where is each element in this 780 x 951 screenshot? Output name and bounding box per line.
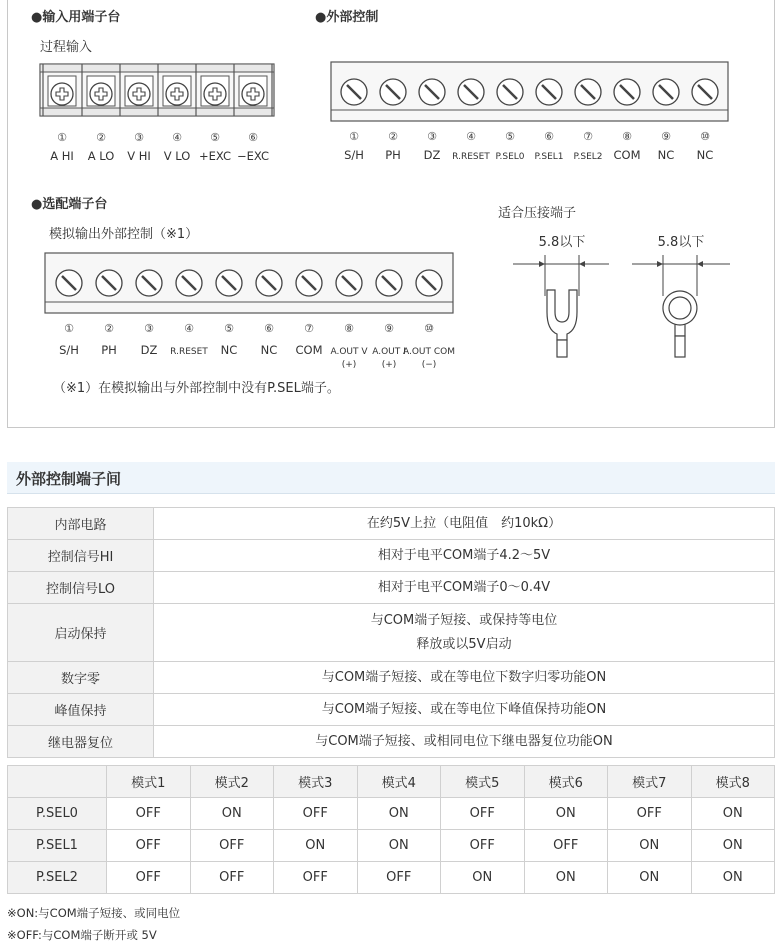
mode-cell: ON [691, 830, 775, 862]
terminal-number: ⑥ [544, 130, 554, 143]
terminal-label: V LO [163, 149, 191, 163]
terminal-number: ④ [466, 130, 476, 143]
option-block-subheading: 模拟输出外部控制（※1） [49, 227, 199, 242]
terminal-label: DZ [140, 343, 158, 357]
mode-cell: OFF [441, 830, 525, 862]
spec-row [8, 694, 775, 726]
terminal-label: V HI [127, 149, 151, 163]
screw-icon [90, 83, 112, 105]
spec-row [8, 508, 775, 540]
terminal-number: ⑧ [344, 322, 354, 335]
mode-cell: OFF [441, 798, 525, 830]
terminal-number: ③ [427, 130, 437, 143]
ring-terminal-barrel [675, 336, 685, 357]
arrow-icon [539, 261, 545, 267]
spec-value [154, 662, 775, 694]
terminal-number: ⑥ [264, 322, 274, 335]
mode-header: 模式6 [524, 766, 608, 798]
spec-value-line: 相对于电平COM端子0～0.4V [377, 579, 551, 595]
mode-row-label: P.SEL2 [8, 862, 107, 894]
terminal-label: A.OUT V [330, 347, 368, 357]
spec-value-line: 相对于电平COM端子4.2～5V [377, 547, 551, 563]
spec-label: 控制信号HI [8, 540, 154, 572]
mode-cell: ON [190, 798, 274, 830]
terminal-number: ② [388, 130, 398, 143]
crimp-title: 适合压接端子 [498, 206, 577, 221]
terminal-label: PH [385, 148, 401, 162]
terminal-label: NC [220, 343, 238, 357]
screw-icon [242, 83, 264, 105]
mode-header: 模式8 [691, 766, 775, 798]
mode-cell: OFF [274, 798, 358, 830]
fork-terminal-icon [547, 290, 577, 340]
mode-cell: ON [524, 798, 608, 830]
mode-cell: OFF [107, 862, 191, 894]
terminal-label: COM [613, 148, 641, 162]
spec-label: 内部电路 [8, 508, 154, 540]
terminal-number: ⑩ [424, 322, 434, 335]
spec-value-line: 与COM端子短接、或在等电位下数字归零功能ON [321, 669, 607, 685]
mode-table-corner [8, 766, 107, 798]
terminal-sublabel: (+) [341, 360, 357, 370]
terminal-number: ⑤ [210, 131, 220, 144]
mode-row-label: P.SEL0 [8, 798, 107, 830]
mode-cell: ON [274, 830, 358, 862]
spec-value-line: 在约5V上拉（电阻值 约10kΩ） [366, 515, 562, 531]
mode-row [8, 830, 775, 862]
mode-cell: OFF [524, 830, 608, 862]
mode-header: 模式7 [608, 766, 692, 798]
ring-terminal-hole [669, 297, 691, 319]
mode-cell: OFF [357, 862, 441, 894]
screw-icon [204, 83, 226, 105]
terminal-label: +EXC [199, 149, 231, 163]
footnote-off: ※OFF:与COM端子断开或 5V [7, 928, 157, 942]
spec-value-line: 与COM端子短接、或在等电位下峰值保持功能ON [321, 701, 607, 717]
crimp-width-right: 5.8以下 [657, 235, 705, 250]
mode-cell: OFF [190, 830, 274, 862]
mode-cell: ON [608, 830, 692, 862]
spec-value [154, 508, 775, 540]
mode-header: 模式5 [441, 766, 525, 798]
spec-value [154, 726, 775, 758]
terminal-label: R.RESET [452, 152, 490, 162]
mode-cell: OFF [107, 798, 191, 830]
screw-icon [51, 83, 73, 105]
mode-cell: ON [357, 798, 441, 830]
terminal-number: ④ [184, 322, 194, 335]
input-block-heading: ●输入用端子台 [31, 10, 121, 25]
mode-header: 模式2 [190, 766, 274, 798]
terminal-label: NC [696, 148, 714, 162]
mode-cell: ON [691, 798, 775, 830]
terminal-diagram-panel [7, 0, 775, 428]
mode-cell: ON [357, 830, 441, 862]
mode-cell: ON [441, 862, 525, 894]
terminal-sublabel: (−) [421, 360, 437, 370]
terminal-label: A HI [50, 149, 74, 163]
terminal-number: ④ [172, 131, 182, 144]
terminal-label: A LO [87, 149, 115, 163]
input-block-bottom-rail [40, 108, 274, 116]
section-title: 外部控制端子间 [16, 470, 122, 488]
input-block-top-rail [40, 64, 274, 72]
spec-value [154, 694, 775, 726]
arrow-icon [657, 261, 663, 267]
terminal-label: NC [657, 148, 675, 162]
terminal-number: ② [96, 131, 106, 144]
terminal-label: P.SEL1 [534, 152, 564, 162]
terminal-label: R.RESET [170, 347, 208, 357]
spec-value [154, 572, 775, 604]
mode-row [8, 862, 775, 894]
section-header [7, 462, 775, 494]
screw-icon [128, 83, 150, 105]
mode-cell: OFF [107, 830, 191, 862]
terminal-number: ⑥ [248, 131, 258, 144]
spec-row [8, 726, 775, 758]
terminal-number: ① [349, 130, 359, 143]
spec-value [154, 540, 775, 572]
terminal-label: P.SEL2 [573, 152, 603, 162]
fork-terminal-barrel [557, 340, 567, 357]
mode-header: 模式1 [107, 766, 191, 798]
mode-cell: OFF [190, 862, 274, 894]
spec-row [8, 604, 775, 662]
option-note: （※1）在模拟输出与外部控制中没有P.SEL端子。 [53, 381, 340, 396]
terminal-number: ③ [144, 322, 154, 335]
spec-row [8, 572, 775, 604]
mode-cell: ON [608, 862, 692, 894]
terminal-label: S/H [59, 343, 79, 357]
spec-label: 继电器复位 [8, 726, 154, 758]
terminal-number: ① [64, 322, 74, 335]
footnote-on: ※ON:与COM端子短接、或同电位 [7, 906, 181, 920]
terminal-number: ⑩ [700, 130, 710, 143]
mode-cell: ON [524, 862, 608, 894]
terminal-label: A.OUT COM [402, 347, 456, 357]
terminal-number: ② [104, 322, 114, 335]
terminal-label: S/H [344, 148, 364, 162]
terminal-number: ⑨ [384, 322, 394, 335]
terminal-label: NC [260, 343, 278, 357]
mode-row-label: P.SEL1 [8, 830, 107, 862]
terminal-number: ⑨ [661, 130, 671, 143]
terminal-number: ⑦ [583, 130, 593, 143]
terminal-number: ⑤ [505, 130, 515, 143]
terminal-number: ⑧ [622, 130, 632, 143]
spec-value-line: 与COM端子短接、或保持等电位 [370, 612, 558, 628]
input-block-subheading: 过程输入 [40, 40, 93, 55]
mode-header: 模式3 [274, 766, 358, 798]
terminal-label: A.OUT I [372, 347, 406, 357]
terminal-diagram [8, 0, 776, 428]
mode-header: 模式4 [357, 766, 441, 798]
terminal-number: ⑤ [224, 322, 234, 335]
screw-icon [166, 83, 188, 105]
mode-row [8, 798, 775, 830]
external-block-heading: ●外部控制 [315, 10, 379, 25]
spec-row [8, 540, 775, 572]
spec-value-line: 与COM端子短接、或相同电位下继电器复位功能ON [315, 733, 613, 749]
terminal-label: P.SEL0 [495, 152, 525, 162]
mode-cell: OFF [608, 798, 692, 830]
terminal-label: DZ [423, 148, 441, 162]
crimp-width-left: 5.8以下 [538, 235, 586, 250]
mode-cell: OFF [274, 862, 358, 894]
spec-value-line: 释放或以5V启动 [416, 636, 512, 652]
terminal-number: ① [57, 131, 67, 144]
terminal-number: ③ [134, 131, 144, 144]
arrow-icon [579, 261, 585, 267]
terminal-label: −EXC [237, 149, 269, 163]
arrow-icon [697, 261, 703, 267]
terminal-label: COM [295, 343, 323, 357]
spec-table [7, 507, 775, 758]
spec-label: 控制信号LO [8, 572, 154, 604]
option-block-heading: ●选配端子台 [31, 197, 108, 212]
mode-table [7, 765, 775, 894]
spec-label: 启动保持 [8, 604, 154, 662]
mode-cell: ON [691, 862, 775, 894]
terminal-label: PH [101, 343, 117, 357]
spec-label: 峰值保持 [8, 694, 154, 726]
terminal-sublabel: (+) [381, 360, 397, 370]
terminal-number: ⑦ [304, 322, 314, 335]
spec-value [154, 604, 775, 662]
spec-row [8, 662, 775, 694]
spec-label: 数字零 [8, 662, 154, 694]
